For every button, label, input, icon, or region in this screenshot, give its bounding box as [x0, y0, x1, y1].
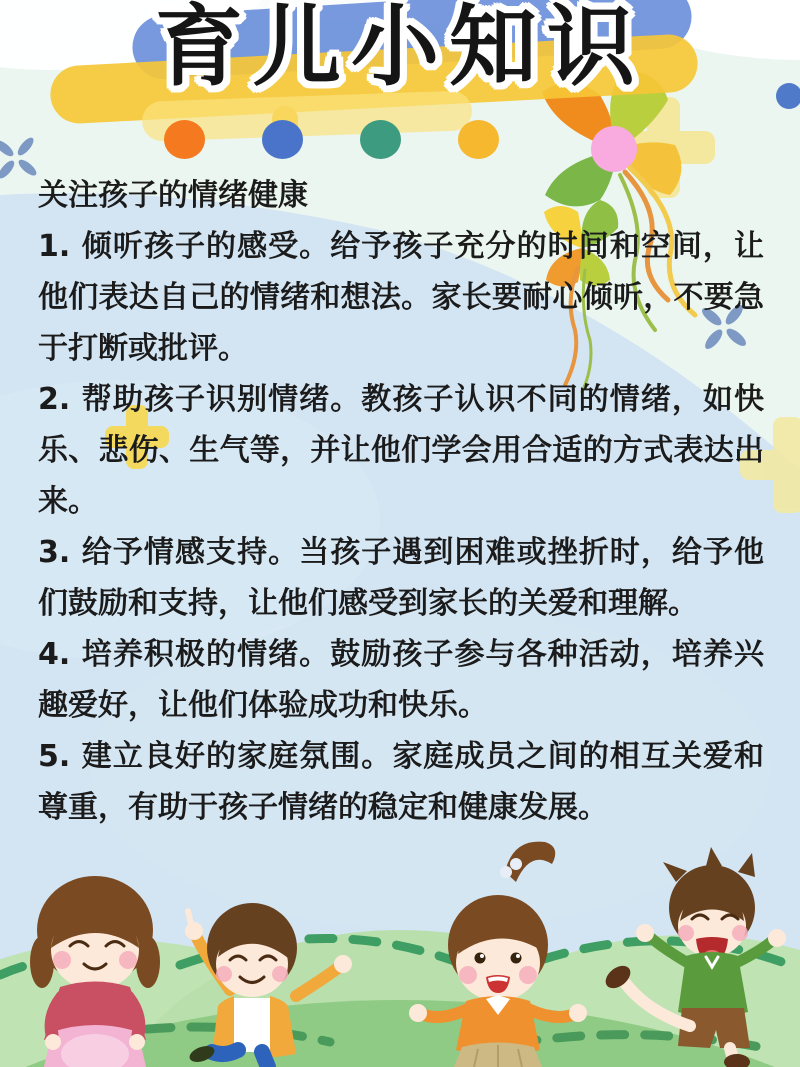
dot-teal: [360, 120, 401, 159]
dot-yellow: [458, 120, 499, 159]
girl-pink-dress: [30, 876, 160, 1067]
dot-blue: [262, 120, 303, 159]
children-illustration: [0, 820, 800, 1067]
poster-title: 育儿小知识: [154, 0, 645, 98]
tip-paragraph: 4. 培养积极的情绪。鼓励孩子参与各种活动，培养兴趣爱好，让他们体验成功和快乐。: [38, 637, 764, 723]
tip-paragraph: 5. 建立良好的家庭氛围。家庭成员之间的相互关爱和尊重，有助于孩子情绪的稳定和健康发展。: [38, 739, 764, 825]
tips-content: [38, 170, 764, 833]
tip-paragraph: 2. 帮助孩子识别情绪。教孩子认识不同的情绪，如快乐、悲伤、生气等，并让他们学会用合适的方式表达出来。: [38, 382, 764, 519]
content-heading: 关注孩子的情绪健康: [38, 178, 308, 213]
tip-paragraph: 1. 倾听孩子的感受。给予孩子充分的时间和空间，让他们表达自己的情绪和想法。家长要耐心倾听，不要急于打断或批评。: [38, 229, 764, 366]
tips-list: [38, 221, 764, 833]
decor-dot-row: [164, 120, 499, 159]
dot-orange: [164, 120, 205, 159]
tip-paragraph: 3. 给予情感支持。当孩子遇到困难或挫折时，给予他们鼓励和支持，让他们感受到家长的关爱和理解。: [38, 535, 764, 621]
